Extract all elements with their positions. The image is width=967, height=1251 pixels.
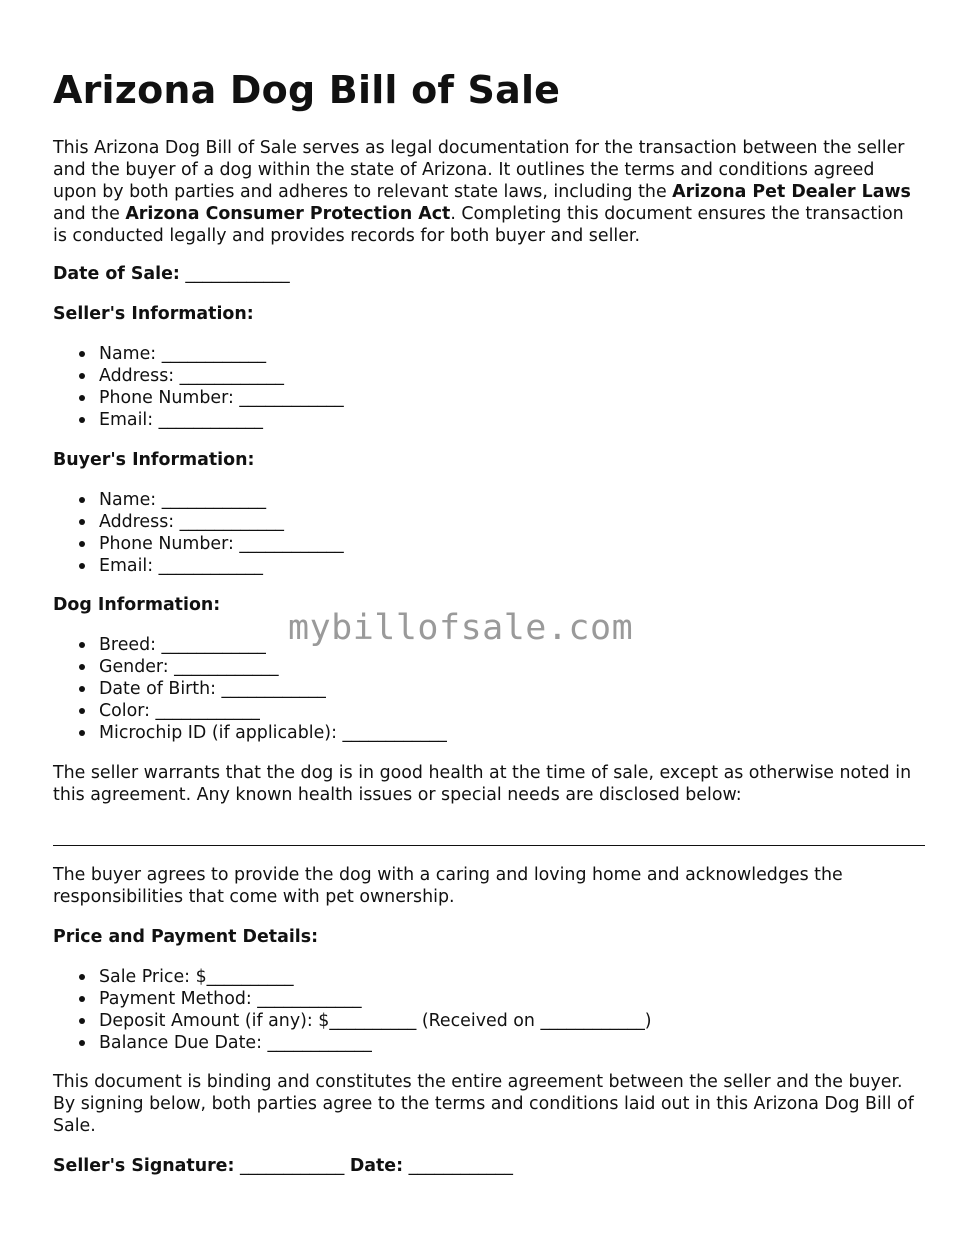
intro-text-2: and the [53,204,126,224]
intro-paragraph [53,137,923,247]
seller-phone-field[interactable]: Phone Number: ____________ [99,388,344,408]
page-title: Arizona Dog Bill of Sale [53,68,561,112]
health-disclosure-line[interactable] [53,845,925,846]
buyer-agreement-text: The buyer agrees to provide the dog with a caring and loving home and acknowledges the responsibilities that come with pet ownership. [53,865,843,907]
seller-signature-line [53,1155,513,1177]
buyer-name-field[interactable]: Name: ____________ [99,489,344,511]
sale-price-field[interactable]: Sale Price: $__________ [99,966,652,988]
dog-gender-field[interactable]: Gender: ____________ [99,656,447,678]
health-warranty-text: The seller warrants that the dog is in good health at the time of sale, except as otherwise noted in this agreement. Any known health issues or special needs are disclosed below: [53,763,912,805]
law-consumer-protection: Arizona Consumer Protection Act [125,204,451,224]
buyer-email-field[interactable]: Email: ____________ [99,555,344,577]
seller-address-field[interactable]: Address: ____________ [99,365,344,387]
binding-agreement-text: This document is binding and constitutes the entire agreement between the seller and the buyer. By signing below, both parties agree to the terms and conditions laid out in this Arizona Dog Bill of Sale. [53,1072,914,1136]
deposit-amount-field[interactable]: Deposit Amount (if any): $__________ (Received on ____________) [99,1011,652,1031]
date-of-sale [53,263,290,285]
balance-due-field[interactable]: Balance Due Date: ____________ [99,1032,652,1054]
intro-text-1: This Arizona Dog Bill of Sale serves as legal documentation for the transaction between the seller and the buyer of a dog within the state of Arizona. It outlines the terms and conditions agreed upon by both parties and adheres to relevant state laws, including the [53,138,905,202]
intro-text-3: . Completing this document ensures the transaction is conducted legally and provides records for both buyer and seller. [53,204,904,246]
seller-info-heading: Seller's Information: [53,304,254,324]
dog-microchip-field[interactable]: Microchip ID (if applicable): ____________ [99,723,447,743]
date-of-sale-label: Date of Sale: [53,264,180,284]
signature-date-blank[interactable]: ____________ [408,1156,513,1176]
dog-fields-list [53,634,447,744]
signature-date-label: Date: [349,1156,404,1176]
dog-birthdate-field[interactable]: Date of Birth: ____________ [99,678,447,700]
price-payment-heading: Price and Payment Details: [53,927,319,947]
seller-name-field[interactable]: Name: ____________ [99,343,344,365]
payment-method-field[interactable]: Payment Method: ____________ [99,988,652,1010]
seller-signature-blank[interactable]: ____________ [239,1156,345,1176]
buyer-address-field[interactable]: Address: ____________ [99,511,344,533]
law-pet-dealer: Arizona Pet Dealer Laws [672,182,911,202]
price-fields-list [53,966,652,1054]
dog-color-field[interactable]: Color: ____________ [99,700,447,722]
dog-breed-field[interactable]: Breed: ____________ [99,634,447,656]
dog-info-heading: Dog Information: [53,595,221,615]
watermark-text: mybillofsale.com [288,608,634,648]
seller-signature-label: Seller's Signature: [53,1156,235,1176]
seller-fields-list [53,343,344,431]
buyer-fields-list [53,489,344,577]
buyer-info-heading: Buyer's Information: [53,450,255,470]
buyer-phone-field[interactable]: Phone Number: ____________ [99,534,344,554]
date-of-sale-blank[interactable]: ____________ [185,264,290,284]
seller-email-field[interactable]: Email: ____________ [99,409,344,431]
